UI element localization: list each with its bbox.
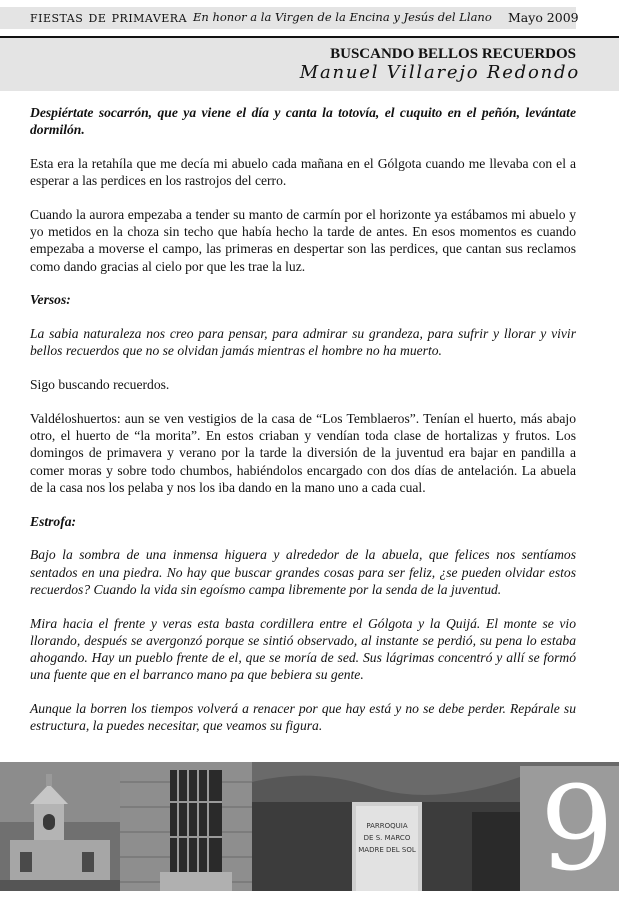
paragraph-4: Valdéloshuertos: aun se ven vestigios de la casa de “Los Temblaeros”. Tenían el huerto, más abajo otro, el huerto de “la morita”. En estos criaban y vendían toda clase de hortalizas y frutos. Los domingos de primavera y verano por la tarde la diversión de la juventud era bajar en pandilla a comer moras y sobre todo chumbos, habiéndolos encargado con dos días de antelación. La abuela de la casa nos los pelaba y nos los iba dando en la mano uno a cada cual. — [30, 411, 576, 495]
plaque-line-2: DE S. MARCO — [363, 834, 411, 842]
publication-name: fiestas de primavera — [30, 8, 188, 26]
paragraph-3: Sigo buscando recuerdos. — [30, 377, 170, 393]
dedication-text: En honor a la Virgen de la Encina y Jesús del Llano — [193, 10, 492, 24]
paragraph-1: Esta era la retahíla que me decía mi abuelo cada mañana en el Gólgota cuando me llevaba con el a esperar a las perdices en los rastrojos del cerro. — [30, 156, 576, 189]
plaque-photo — [252, 762, 520, 891]
versos-heading: Versos: — [30, 292, 71, 308]
versos-text: La sabia naturaleza nos creo para pensar, para admirar su grandeza, para sufrir y llorar y vivir bellos recuerdos que no se olvidan jamás mientras el hombre no ha muerto. — [30, 326, 576, 359]
estrofa-paragraph-1: Bajo la sombra de una inmensa higuera y alrededor de la abuela, que felices nos sentíamos sentados en una piedra. No hay que buscar grandes cosas para ser feliz, ¿se pueden olvidar estos recuerdos? Cuando la vida sin egoísmo campa libremente por la senda de la juventud. — [30, 547, 576, 597]
issue-date: Mayo 2009 — [508, 10, 579, 25]
window-image — [120, 762, 252, 891]
church-tower-image — [0, 762, 120, 891]
window-grille-photo — [120, 762, 252, 891]
article-author: Manuel Villarejo Redondo — [299, 62, 580, 83]
parish-plaque-image — [252, 762, 520, 891]
church-photo — [0, 762, 120, 891]
estrofa-heading: Estrofa: — [30, 513, 77, 529]
article-body — [30, 104, 576, 751]
paragraph-2: Cuando la aurora empezaba a tender su manto de carmín por el horizonte ya estábamos mi abuelo y yo metidos en la choza sin techo que había hecho la tarde de antes. En esos momentos es cuando empezaba a moverse el campo, las primeras en despertar son las perdices, que cantan sus reclamos como dando gracias al cielo por que les trae la luz. — [30, 207, 576, 274]
plaque-line-3: MADRE DEL SOL — [358, 846, 416, 854]
estrofa-paragraph-3: Aunque la borren los tiempos volverá a renacer por que hay está y no se debe perder. Repárale su estructura, la puedes necesitar, que veamos su figura. — [30, 701, 576, 734]
intro-paragraph: Despiértate socarrón, que ya viene el día y canta la totovía, el cuquito en el peñón, levántate dormilón. — [30, 105, 576, 138]
plaque-line-1: PARROQUIA — [366, 822, 408, 830]
page-number: 9 — [540, 762, 614, 897]
estrofa-paragraph-2: Mira hacia el frente y veras esta basta cordillera entre el Gólgota y la Quijá. El monte se vio llorando, después se avergonzó porque se sintió observado, al instante se perdió, su pena lo estaba ahogando. Hay un pueblo frente de el, que se moría de sed. Sus lágrimas concentró y allí se formó una fuente que en el barranco mano pa que bebiera su gente. — [30, 615, 576, 683]
article-title: BUSCANDO BELLOS RECUERDOS — [330, 46, 576, 62]
